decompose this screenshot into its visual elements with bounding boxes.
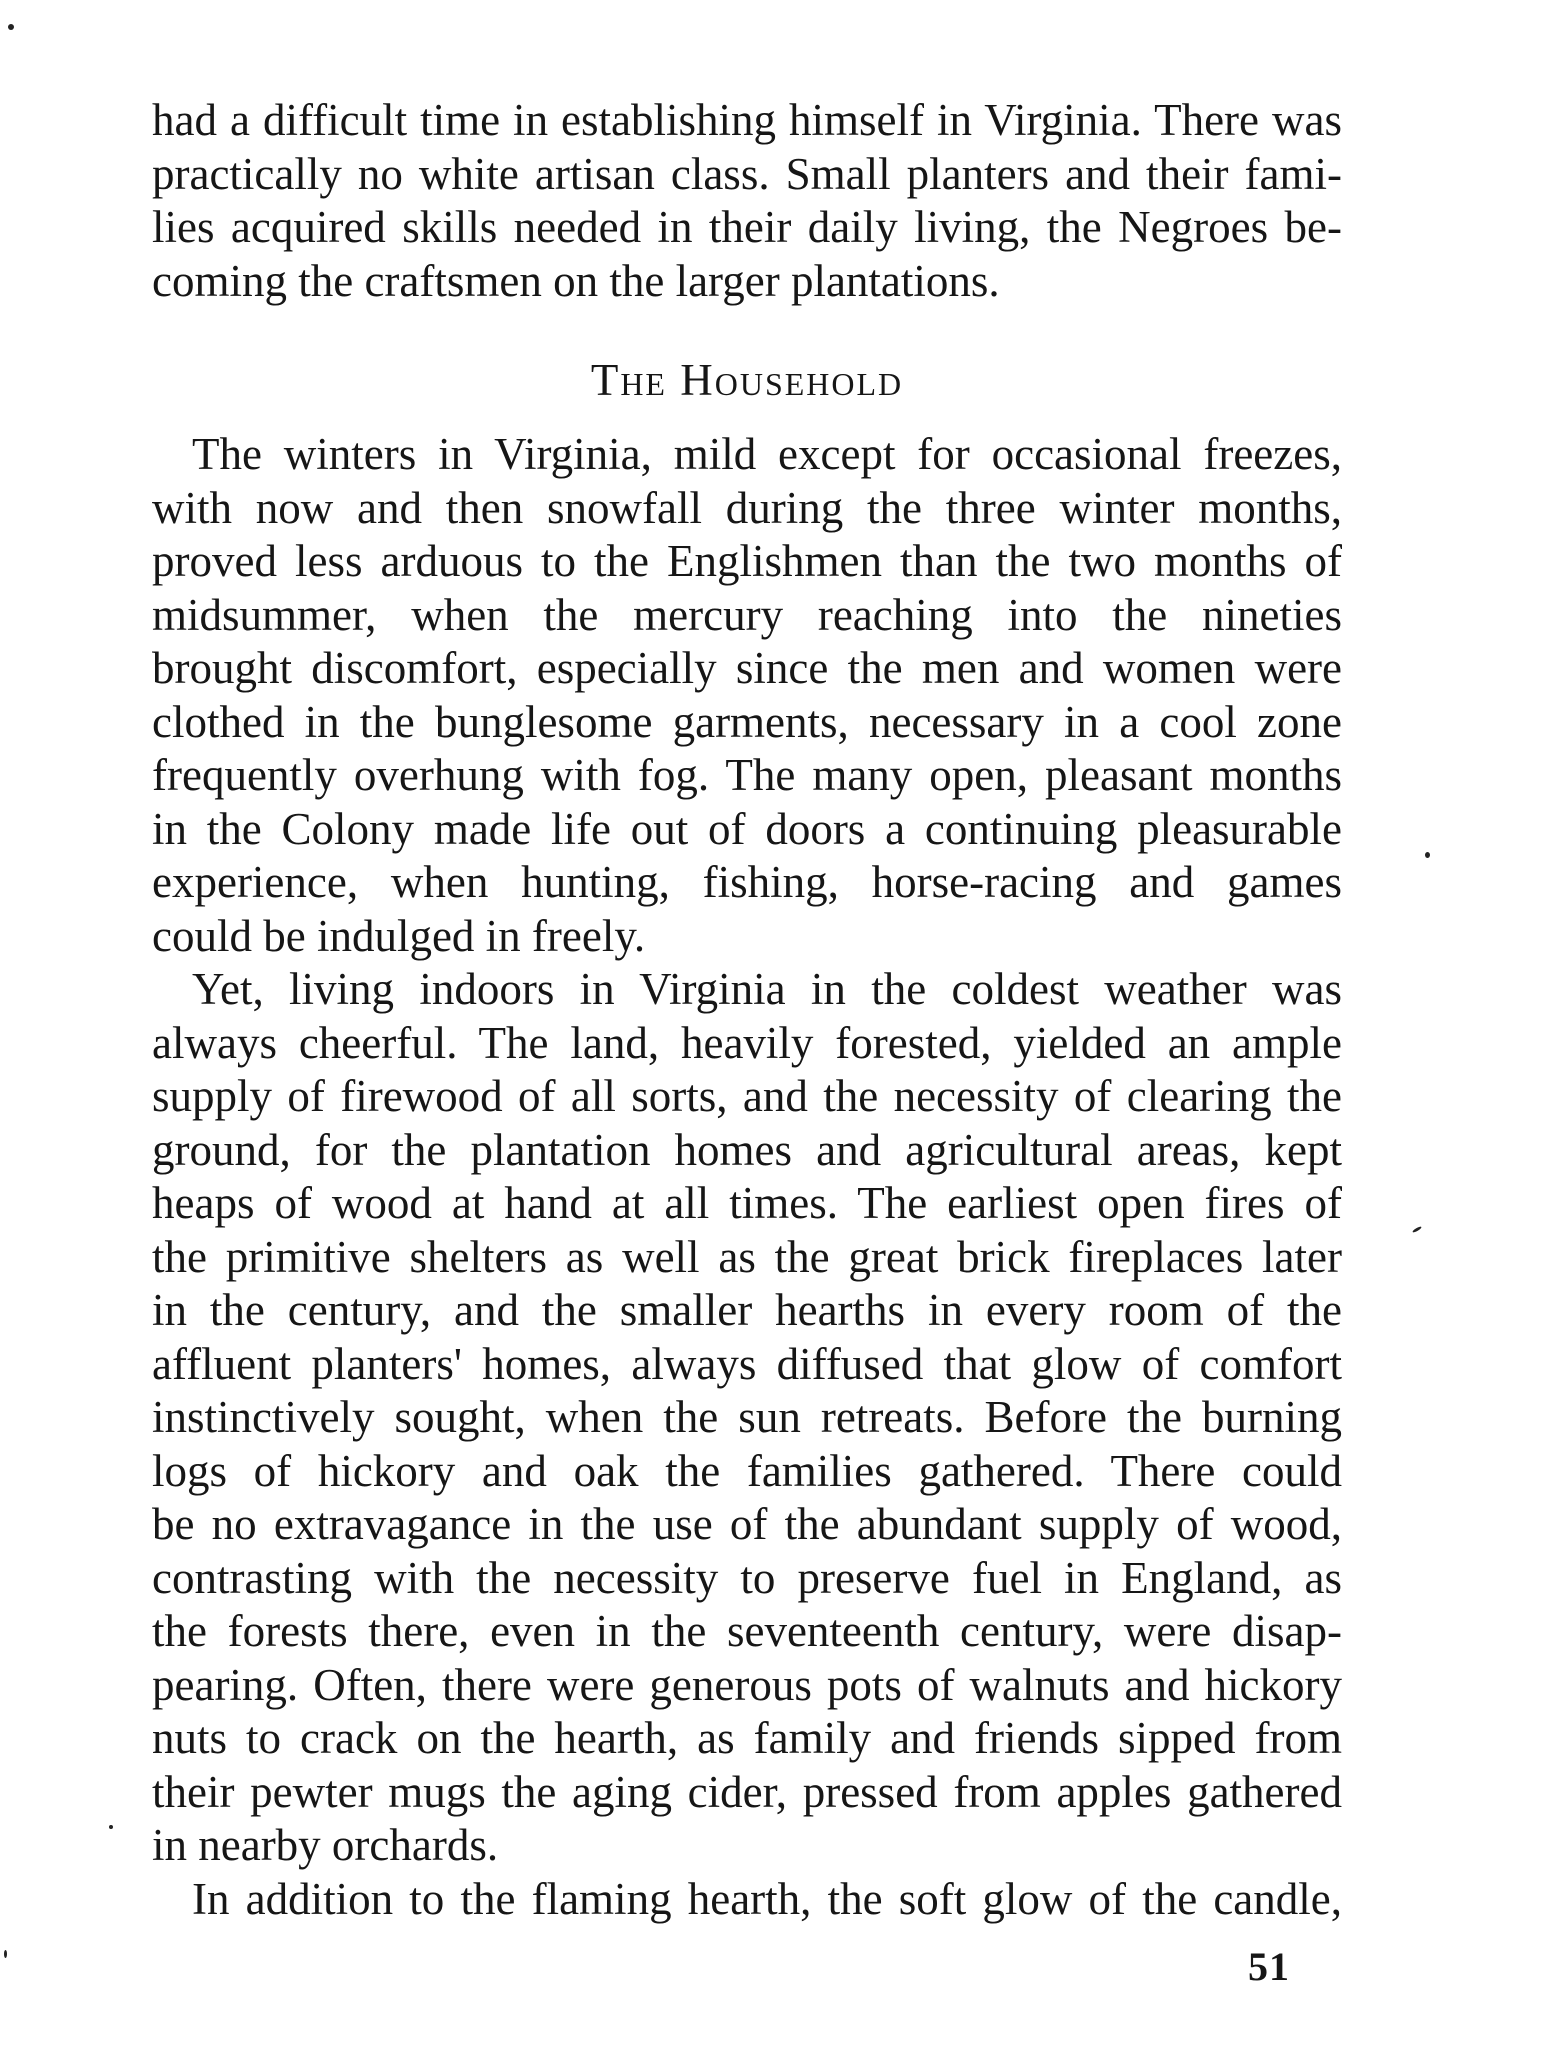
body-line: ground, for the plantation homes and agricultural areas, kept: [152, 1124, 1342, 1175]
body-line: nuts to crack on the hearth, as family and friends sipped from: [152, 1713, 1342, 1763]
body-line: clothed in the bunglesome garments, necessary in a cool zone: [152, 696, 1342, 747]
body-line: proved less arduous to the Englishmen than the two months of: [152, 536, 1342, 586]
body-line: could be indulged in freely.: [152, 910, 646, 961]
body-line: the forests there, even in the seventeenth century, were disap-: [152, 1606, 1342, 1656]
body-line: The winters in Virginia, mild except for occasional freezes,: [192, 429, 1342, 479]
body-line: supply of firewood of all sorts, and the necessity of clearing the: [152, 1071, 1342, 1121]
intro-line: practically no white artisan class. Small planters and their fami-: [152, 148, 1342, 199]
intro-line: lies acquired skills needed in their daily living, the Negroes be-: [152, 202, 1342, 252]
body-line: contrasting with the necessity to preserve fuel in England, as: [152, 1552, 1342, 1603]
body-line: heaps of wood at hand at all times. The earliest open fires of: [152, 1178, 1342, 1228]
body-line: instinctively sought, when the sun retreats. Before the burning: [152, 1392, 1342, 1442]
scan-speck: [109, 1825, 113, 1829]
page-number: 51: [1248, 1944, 1290, 1989]
body-line: the primitive shelters as well as the great brick fireplaces later: [152, 1231, 1342, 1282]
body-line: Yet, living indoors in Virginia in the coldest weather was: [192, 964, 1342, 1014]
paragraph-2: [152, 963, 1342, 1873]
scan-speck: [8, 24, 14, 30]
intro-line: coming the craftsmen on the larger plantations.: [152, 255, 1000, 306]
body-line: in the Colony made life out of doors a continuing pleasurable: [152, 803, 1342, 854]
body-line: pearing. Often, there were generous pots of walnuts and hickory: [152, 1659, 1342, 1710]
scan-speck: [1412, 1226, 1422, 1234]
body-line: brought discomfort, especially since the men and women were: [152, 643, 1342, 693]
body-line: in nearby orchards.: [152, 1820, 499, 1870]
body-line: in the century, and the smaller hearths in every room of the: [152, 1285, 1342, 1335]
body-line: be no extravagance in the use of the abundant supply of wood,: [152, 1499, 1342, 1549]
body-line: In addition to the flaming hearth, the soft glow of the candle,: [192, 1873, 1342, 1924]
scan-speck: [4, 1950, 7, 1958]
paragraph-1: [152, 428, 1342, 963]
body-line: affluent planters' homes, always diffused that glow of comfort: [152, 1338, 1342, 1389]
body-line: their pewter mugs the aging cider, pressed from apples gathered: [152, 1766, 1342, 1817]
section-heading: The Household: [590, 355, 904, 405]
intro-line: had a difficult time in establishing himself in Virginia. There was: [152, 95, 1342, 145]
body-line: with now and then snowfall during the three winter months,: [152, 482, 1342, 533]
body-line: always cheerful. The land, heavily forested, yielded an ample: [152, 1017, 1342, 1068]
body-line: frequently overhung with fog. The many open, pleasant months: [152, 750, 1342, 800]
intro-paragraph: [152, 94, 1342, 308]
body-line: midsummer, when the mercury reaching into the nineties: [152, 589, 1342, 640]
body-line: experience, when hunting, fishing, horse-racing and games: [152, 857, 1342, 907]
scan-speck: [1425, 852, 1430, 858]
paragraph-3: [152, 1873, 1342, 1927]
body-line: logs of hickory and oak the families gathered. There could: [152, 1445, 1342, 1496]
body-text: [152, 428, 1342, 1926]
